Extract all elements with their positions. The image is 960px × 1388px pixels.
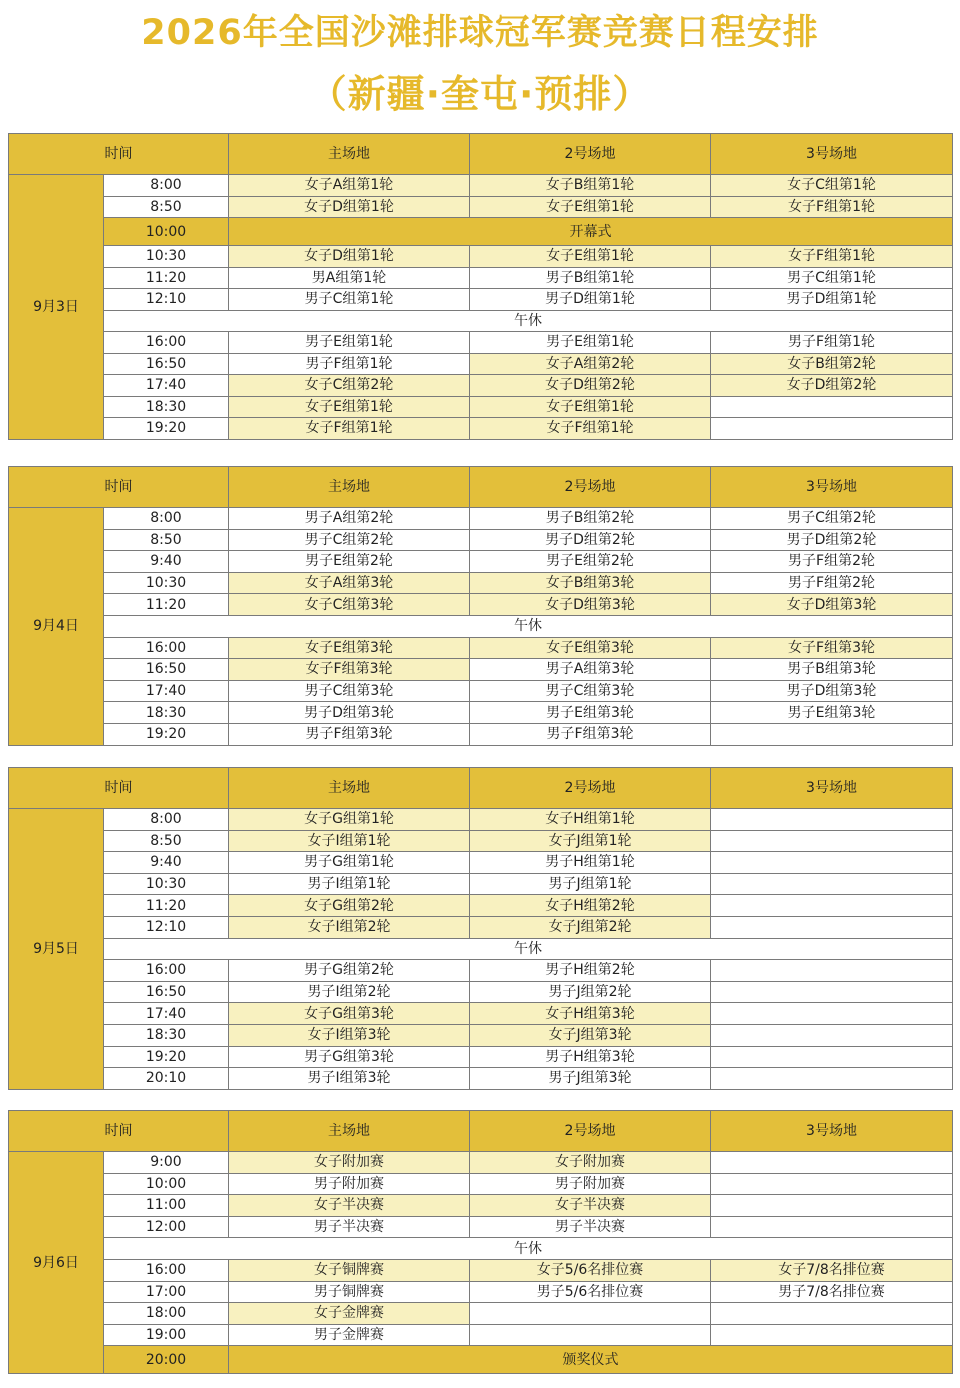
header-row bbox=[9, 768, 953, 809]
court-2-cell: 女子半决赛 bbox=[470, 1195, 711, 1217]
lunch-break: 午休 bbox=[104, 938, 953, 960]
main-court-cell: 女子I组第2轮 bbox=[229, 916, 470, 938]
time-cell: 11:20 bbox=[104, 895, 229, 917]
schedule-row bbox=[9, 895, 953, 917]
schedule-table bbox=[8, 466, 953, 746]
court-2-cell: 男子A组第3轮 bbox=[470, 659, 711, 681]
court-3-cell bbox=[711, 1195, 953, 1217]
court-3-cell: 女子F组第1轮 bbox=[711, 196, 953, 218]
main-court-cell: 男子I组第1轮 bbox=[229, 873, 470, 895]
time-cell: 8:00 bbox=[104, 508, 229, 530]
court-3-cell bbox=[711, 418, 953, 440]
page-title: 2026年全国沙滩排球冠军赛竞赛日程安排 bbox=[141, 13, 819, 53]
court-3-cell bbox=[711, 809, 953, 831]
court-3-cell bbox=[711, 1173, 953, 1195]
header-court-3: 3号场地 bbox=[711, 1111, 953, 1152]
time-cell: 8:00 bbox=[104, 175, 229, 197]
court-3-cell: 男子D组第2轮 bbox=[711, 529, 953, 551]
main-court-cell: 女子F组第3轮 bbox=[229, 659, 470, 681]
court-3-cell: 女子7/8名排位赛 bbox=[711, 1259, 953, 1281]
schedule-row bbox=[9, 418, 953, 440]
lunch-row bbox=[9, 615, 953, 637]
time-cell: 8:50 bbox=[104, 196, 229, 218]
schedule-row bbox=[9, 1303, 953, 1325]
schedule-row bbox=[9, 1195, 953, 1217]
main-court-cell: 女子C组第2轮 bbox=[229, 375, 470, 397]
schedule-table bbox=[8, 767, 953, 1090]
court-2-cell: 男子C组第3轮 bbox=[470, 680, 711, 702]
main-court-cell: 男子I组第2轮 bbox=[229, 981, 470, 1003]
header-time: 时间 bbox=[9, 1111, 229, 1152]
time-cell: 11:20 bbox=[104, 267, 229, 289]
page-subtitle: （新疆·奎屯·预排） bbox=[308, 72, 652, 116]
time-cell: 10:30 bbox=[104, 572, 229, 594]
schedule-row bbox=[9, 246, 953, 268]
main-court-cell: 女子G组第2轮 bbox=[229, 895, 470, 917]
court-2-cell: 男子J组第1轮 bbox=[470, 873, 711, 895]
main-court-cell: 男子A组第2轮 bbox=[229, 508, 470, 530]
court-3-cell bbox=[711, 1303, 953, 1325]
time-cell: 8:50 bbox=[104, 830, 229, 852]
header-time: 时间 bbox=[9, 768, 229, 809]
time-cell: 17:00 bbox=[104, 1281, 229, 1303]
court-2-cell: 女子E组第1轮 bbox=[470, 246, 711, 268]
court-3-cell bbox=[711, 830, 953, 852]
lunch-row bbox=[9, 938, 953, 960]
court-2-cell: 女子E组第1轮 bbox=[470, 196, 711, 218]
lunch-row bbox=[9, 1238, 953, 1260]
main-court-cell: 女子G组第1轮 bbox=[229, 809, 470, 831]
court-2-cell: 女子5/6名排位赛 bbox=[470, 1259, 711, 1281]
header-court-2: 2号场地 bbox=[470, 467, 711, 508]
court-3-cell: 男子B组第3轮 bbox=[711, 659, 953, 681]
header-time: 时间 bbox=[9, 134, 229, 175]
schedule-row bbox=[9, 1281, 953, 1303]
main-court-cell: 男子F组第1轮 bbox=[229, 353, 470, 375]
header-main-court: 主场地 bbox=[229, 467, 470, 508]
time-cell: 11:00 bbox=[104, 1195, 229, 1217]
court-3-cell: 男子C组第1轮 bbox=[711, 267, 953, 289]
court-2-cell: 女子B组第1轮 bbox=[470, 175, 711, 197]
main-court-cell: 男子D组第3轮 bbox=[229, 702, 470, 724]
main-court-cell: 女子金牌赛 bbox=[229, 1303, 470, 1325]
schedule-row bbox=[9, 1173, 953, 1195]
court-3-cell bbox=[711, 852, 953, 874]
time-cell: 19:20 bbox=[104, 1046, 229, 1068]
court-2-cell: 男子F组第3轮 bbox=[470, 723, 711, 745]
header-court-3: 3号场地 bbox=[711, 467, 953, 508]
main-court-cell: 男A组第1轮 bbox=[229, 267, 470, 289]
court-2-cell: 女子H组第2轮 bbox=[470, 895, 711, 917]
court-3-cell bbox=[711, 396, 953, 418]
main-court-cell: 男子G组第3轮 bbox=[229, 1046, 470, 1068]
time-cell: 8:00 bbox=[104, 809, 229, 831]
schedule-row bbox=[9, 1259, 953, 1281]
date-cell: 9月4日 bbox=[9, 508, 104, 746]
time-cell: 18:00 bbox=[104, 1303, 229, 1325]
time-cell: 17:40 bbox=[104, 375, 229, 397]
schedule-row bbox=[9, 1046, 953, 1068]
main-court-cell: 女子G组第3轮 bbox=[229, 1003, 470, 1025]
schedule-table bbox=[8, 133, 953, 440]
schedule-row bbox=[9, 396, 953, 418]
court-2-cell: 女子H组第3轮 bbox=[470, 1003, 711, 1025]
court-3-cell: 女子F组第3轮 bbox=[711, 637, 953, 659]
main-court-cell: 女子D组第1轮 bbox=[229, 246, 470, 268]
court-3-cell bbox=[711, 723, 953, 745]
date-cell: 9月6日 bbox=[9, 1152, 104, 1374]
schedule-row bbox=[9, 529, 953, 551]
schedule-row bbox=[9, 551, 953, 573]
court-2-cell: 男子D组第2轮 bbox=[470, 529, 711, 551]
court-3-cell bbox=[711, 1024, 953, 1046]
time-cell: 19:20 bbox=[104, 418, 229, 440]
court-2-cell: 男子5/6名排位赛 bbox=[470, 1281, 711, 1303]
court-2-cell: 男子J组第2轮 bbox=[470, 981, 711, 1003]
time-cell: 16:00 bbox=[104, 960, 229, 982]
time-cell: 20:00 bbox=[104, 1346, 229, 1374]
ceremony-cell: 开幕式 bbox=[229, 218, 953, 246]
time-cell: 12:00 bbox=[104, 1216, 229, 1238]
schedule-row bbox=[9, 702, 953, 724]
court-3-cell: 男子E组第3轮 bbox=[711, 702, 953, 724]
schedule-row bbox=[9, 852, 953, 874]
main-court-cell: 女子F组第1轮 bbox=[229, 418, 470, 440]
court-3-cell bbox=[711, 1068, 953, 1090]
header-main-court: 主场地 bbox=[229, 768, 470, 809]
court-3-cell: 男子F组第2轮 bbox=[711, 551, 953, 573]
header-time: 时间 bbox=[9, 467, 229, 508]
ceremony-row bbox=[9, 218, 953, 246]
court-3-cell: 男子D组第1轮 bbox=[711, 289, 953, 311]
main-court-cell: 男子附加赛 bbox=[229, 1173, 470, 1195]
court-2-cell: 女子D组第2轮 bbox=[470, 375, 711, 397]
time-cell: 19:00 bbox=[104, 1324, 229, 1346]
court-3-cell: 男子7/8名排位赛 bbox=[711, 1281, 953, 1303]
main-court-cell: 女子I组第3轮 bbox=[229, 1024, 470, 1046]
time-cell: 18:30 bbox=[104, 396, 229, 418]
schedule-row bbox=[9, 289, 953, 311]
court-3-cell: 女子B组第2轮 bbox=[711, 353, 953, 375]
header-row bbox=[9, 467, 953, 508]
time-cell: 19:20 bbox=[104, 723, 229, 745]
court-3-cell bbox=[711, 960, 953, 982]
court-3-cell: 男子F组第1轮 bbox=[711, 332, 953, 354]
main-court-cell: 男子F组第3轮 bbox=[229, 723, 470, 745]
schedule-row bbox=[9, 1068, 953, 1090]
court-3-cell: 女子C组第1轮 bbox=[711, 175, 953, 197]
court-3-cell bbox=[711, 1046, 953, 1068]
date-cell: 9月5日 bbox=[9, 809, 104, 1090]
schedule-row bbox=[9, 353, 953, 375]
court-3-cell: 女子D组第2轮 bbox=[711, 375, 953, 397]
court-3-cell bbox=[711, 981, 953, 1003]
main-court-cell: 女子I组第1轮 bbox=[229, 830, 470, 852]
time-cell: 20:10 bbox=[104, 1068, 229, 1090]
time-cell: 9:00 bbox=[104, 1152, 229, 1174]
main-court-cell: 男子半决赛 bbox=[229, 1216, 470, 1238]
main-court-cell: 女子A组第3轮 bbox=[229, 572, 470, 594]
main-court-cell: 男子G组第1轮 bbox=[229, 852, 470, 874]
court-2-cell: 男子B组第2轮 bbox=[470, 508, 711, 530]
time-cell: 16:50 bbox=[104, 659, 229, 681]
ceremony-cell: 颁奖仪式 bbox=[229, 1346, 953, 1374]
court-2-cell: 女子E组第1轮 bbox=[470, 396, 711, 418]
schedule-row bbox=[9, 196, 953, 218]
schedule-row bbox=[9, 981, 953, 1003]
court-2-cell: 男子E组第2轮 bbox=[470, 551, 711, 573]
court-2-cell: 女子J组第3轮 bbox=[470, 1024, 711, 1046]
court-2-cell: 男子E组第3轮 bbox=[470, 702, 711, 724]
time-cell: 17:40 bbox=[104, 1003, 229, 1025]
time-cell: 18:30 bbox=[104, 1024, 229, 1046]
time-cell: 11:20 bbox=[104, 594, 229, 616]
court-2-cell: 女子E组第3轮 bbox=[470, 637, 711, 659]
court-3-cell bbox=[711, 1003, 953, 1025]
lunch-row bbox=[9, 310, 953, 332]
schedule-row bbox=[9, 830, 953, 852]
main-court-cell: 男子C组第3轮 bbox=[229, 680, 470, 702]
schedule-row bbox=[9, 723, 953, 745]
court-3-cell bbox=[711, 895, 953, 917]
lunch-break: 午休 bbox=[104, 615, 953, 637]
court-2-cell: 男子H组第2轮 bbox=[470, 960, 711, 982]
main-court-cell: 男子E组第2轮 bbox=[229, 551, 470, 573]
main-court-cell: 女子铜牌赛 bbox=[229, 1259, 470, 1281]
court-3-cell bbox=[711, 1216, 953, 1238]
time-cell: 18:30 bbox=[104, 702, 229, 724]
main-court-cell: 女子E组第1轮 bbox=[229, 396, 470, 418]
time-cell: 9:40 bbox=[104, 551, 229, 573]
time-cell: 16:00 bbox=[104, 637, 229, 659]
court-2-cell: 男子H组第1轮 bbox=[470, 852, 711, 874]
main-court-cell: 男子C组第1轮 bbox=[229, 289, 470, 311]
court-2-cell bbox=[470, 1324, 711, 1346]
court-2-cell: 男子J组第3轮 bbox=[470, 1068, 711, 1090]
header-row bbox=[9, 134, 953, 175]
court-2-cell: 男子B组第1轮 bbox=[470, 267, 711, 289]
court-2-cell: 女子J组第2轮 bbox=[470, 916, 711, 938]
court-2-cell: 女子B组第3轮 bbox=[470, 572, 711, 594]
schedule-row bbox=[9, 680, 953, 702]
schedule-row bbox=[9, 809, 953, 831]
schedule-row bbox=[9, 1152, 953, 1174]
court-3-cell bbox=[711, 873, 953, 895]
court-3-cell: 男子F组第2轮 bbox=[711, 572, 953, 594]
court-2-cell: 男子半决赛 bbox=[470, 1216, 711, 1238]
schedule-row bbox=[9, 873, 953, 895]
main-court-cell: 男子C组第2轮 bbox=[229, 529, 470, 551]
court-2-cell: 男子D组第1轮 bbox=[470, 289, 711, 311]
schedule-row bbox=[9, 960, 953, 982]
schedule-row bbox=[9, 508, 953, 530]
header-main-court: 主场地 bbox=[229, 1111, 470, 1152]
court-3-cell bbox=[711, 1152, 953, 1174]
main-court-cell: 女子C组第3轮 bbox=[229, 594, 470, 616]
main-court-cell: 女子半决赛 bbox=[229, 1195, 470, 1217]
main-court-cell: 男子G组第2轮 bbox=[229, 960, 470, 982]
time-cell: 10:00 bbox=[104, 218, 229, 246]
schedule-row bbox=[9, 659, 953, 681]
header-court-2: 2号场地 bbox=[470, 768, 711, 809]
schedule-row bbox=[9, 572, 953, 594]
court-2-cell: 女子附加赛 bbox=[470, 1152, 711, 1174]
main-court-cell: 女子A组第1轮 bbox=[229, 175, 470, 197]
court-2-cell: 女子A组第2轮 bbox=[470, 353, 711, 375]
schedule-row bbox=[9, 594, 953, 616]
schedule-row bbox=[9, 1324, 953, 1346]
court-2-cell: 男子附加赛 bbox=[470, 1173, 711, 1195]
time-cell: 16:00 bbox=[104, 1259, 229, 1281]
main-court-cell: 女子附加赛 bbox=[229, 1152, 470, 1174]
main-court-cell: 男子铜牌赛 bbox=[229, 1281, 470, 1303]
main-court-cell: 女子E组第3轮 bbox=[229, 637, 470, 659]
court-3-cell: 男子C组第2轮 bbox=[711, 508, 953, 530]
time-cell: 17:40 bbox=[104, 680, 229, 702]
time-cell: 10:30 bbox=[104, 873, 229, 895]
header-court-3: 3号场地 bbox=[711, 768, 953, 809]
schedule-row bbox=[9, 332, 953, 354]
schedule-row bbox=[9, 375, 953, 397]
time-cell: 12:10 bbox=[104, 289, 229, 311]
main-court-cell: 男子金牌赛 bbox=[229, 1324, 470, 1346]
court-3-cell: 男子D组第3轮 bbox=[711, 680, 953, 702]
time-cell: 16:00 bbox=[104, 332, 229, 354]
court-3-cell: 女子F组第1轮 bbox=[711, 246, 953, 268]
time-cell: 8:50 bbox=[104, 529, 229, 551]
header-court-2: 2号场地 bbox=[470, 134, 711, 175]
schedule-table bbox=[8, 1110, 953, 1374]
court-2-cell bbox=[470, 1303, 711, 1325]
court-3-cell bbox=[711, 1324, 953, 1346]
schedule-row bbox=[9, 1024, 953, 1046]
header-row bbox=[9, 1111, 953, 1152]
ceremony-row bbox=[9, 1346, 953, 1374]
date-cell: 9月3日 bbox=[9, 175, 104, 440]
time-cell: 10:00 bbox=[104, 1173, 229, 1195]
time-cell: 10:30 bbox=[104, 246, 229, 268]
schedule-row bbox=[9, 267, 953, 289]
court-3-cell bbox=[711, 916, 953, 938]
schedule-row bbox=[9, 175, 953, 197]
court-2-cell: 男子H组第3轮 bbox=[470, 1046, 711, 1068]
court-3-cell: 女子D组第3轮 bbox=[711, 594, 953, 616]
court-2-cell: 女子D组第3轮 bbox=[470, 594, 711, 616]
time-cell: 16:50 bbox=[104, 981, 229, 1003]
lunch-break: 午休 bbox=[104, 1238, 953, 1260]
main-court-cell: 女子D组第1轮 bbox=[229, 196, 470, 218]
court-2-cell: 女子F组第1轮 bbox=[470, 418, 711, 440]
header-main-court: 主场地 bbox=[229, 134, 470, 175]
schedule-row bbox=[9, 1216, 953, 1238]
court-2-cell: 男子E组第1轮 bbox=[470, 332, 711, 354]
time-cell: 16:50 bbox=[104, 353, 229, 375]
main-court-cell: 男子E组第1轮 bbox=[229, 332, 470, 354]
time-cell: 9:40 bbox=[104, 852, 229, 874]
header-court-3: 3号场地 bbox=[711, 134, 953, 175]
schedule-row bbox=[9, 637, 953, 659]
court-2-cell: 女子J组第1轮 bbox=[470, 830, 711, 852]
main-court-cell: 男子I组第3轮 bbox=[229, 1068, 470, 1090]
header-court-2: 2号场地 bbox=[470, 1111, 711, 1152]
time-cell: 12:10 bbox=[104, 916, 229, 938]
court-2-cell: 女子H组第1轮 bbox=[470, 809, 711, 831]
lunch-break: 午休 bbox=[104, 310, 953, 332]
schedule-row bbox=[9, 1003, 953, 1025]
schedule-row bbox=[9, 916, 953, 938]
